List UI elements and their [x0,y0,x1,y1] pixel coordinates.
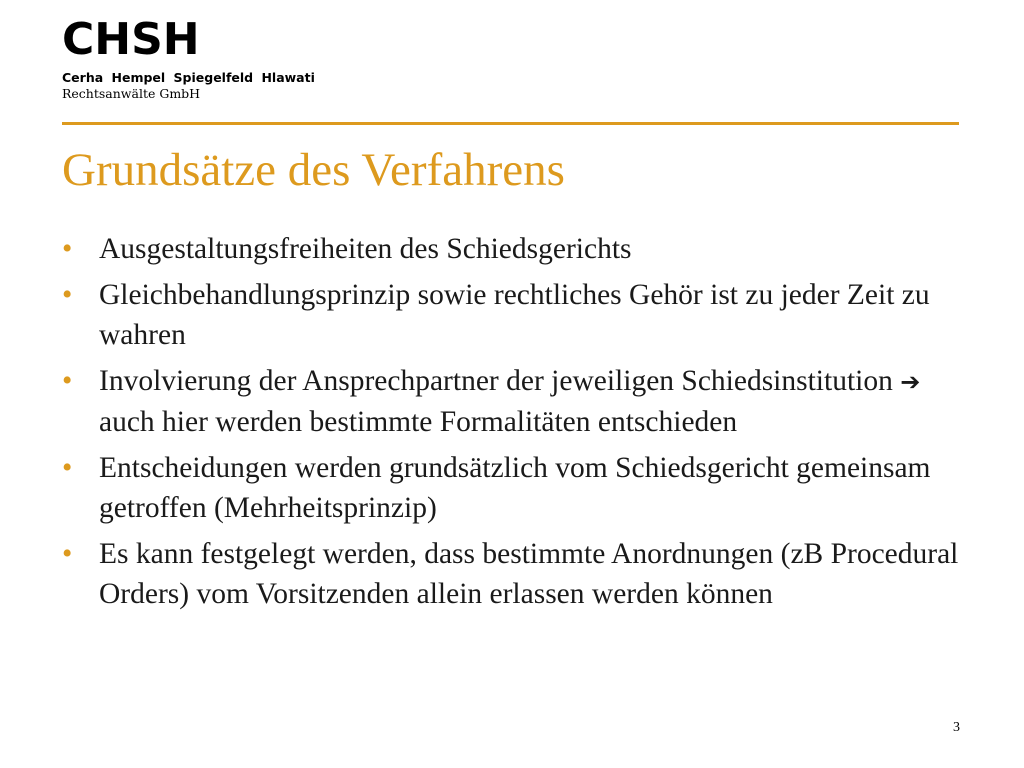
bullet-text: Gleichbehandlungsprinzip sowie rechtliches Gehör ist zu jeder Zeit zu wahren [99,278,930,351]
bullet-item [62,229,982,270]
bullet-text: Entscheidungen werden grundsätzlich vom Schiedsgericht gemeinsam getroffen (Mehrheitsprinzip) [99,451,931,524]
bullet-dot-icon: • [62,364,73,397]
bullet-text: Ausgestaltungsfreiheiten des Schiedsgerichts [99,233,632,265]
bullet-item [62,275,982,356]
right-arrow-icon: ➔ [900,367,921,396]
bullet-item [62,448,982,529]
bullet-item [62,534,982,615]
logo-mark: CHSH [62,14,200,65]
bullet-dot-icon: • [62,278,73,311]
header-divider [62,122,959,125]
bullet-item [62,361,982,443]
slide-title: Grundsätze des Verfahrens [62,144,565,196]
firm-logo [62,16,315,102]
bullet-dot-icon: • [62,537,73,570]
logo-firm-name: Rechtsanwälte GmbH [62,86,201,101]
bullet-dot-icon: • [62,233,73,265]
logo-partner-names: Cerha Hempel Spiegelfeld Hlawati [62,70,315,85]
bullet-text: Es kann festgelegt werden, dass bestimmte Anordnungen (zB Procedural Orders) vom Vorsitzenden allein erlassen werden können [99,537,959,610]
bullet-dot-icon: • [62,451,73,484]
bullet-text-after-arrow: auch hier werden bestimmte Formalitäten entschieden [99,406,738,438]
page-number: 3 [953,720,960,735]
bullet-list [62,229,982,620]
bullet-text-before-arrow: Involvierung der Ansprechpartner der jeweiligen Schiedsinstitution [99,364,893,397]
